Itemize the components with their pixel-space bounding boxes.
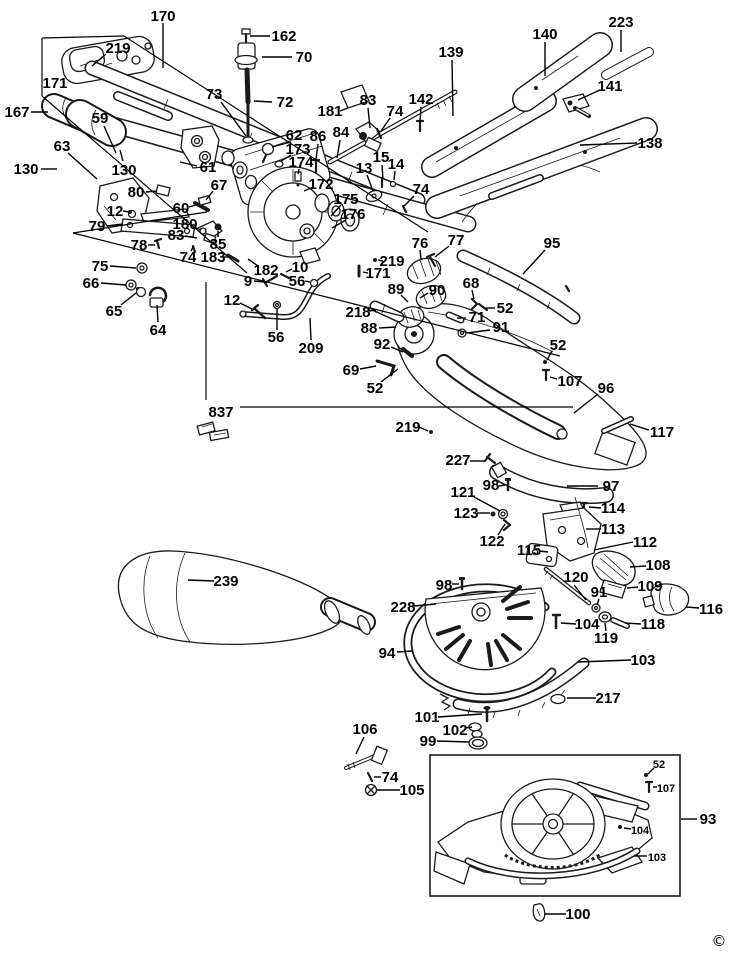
part-label-91: 91 [590, 584, 608, 601]
leader-line-66 [101, 283, 126, 285]
part-label-115: 115 [516, 542, 542, 559]
part-label-12: 12 [223, 292, 241, 309]
part-label-56: 56 [267, 329, 285, 346]
part-label-219: 219 [379, 253, 405, 270]
part-label-105: 105 [399, 782, 425, 799]
part-label-15: 15 [372, 149, 390, 166]
part-label-140: 140 [532, 26, 558, 43]
part-label-130: 130 [13, 161, 39, 178]
part-label-75: 75 [91, 258, 109, 275]
part-label-65: 65 [105, 303, 123, 320]
leader-line-101 [438, 714, 482, 717]
part-label-118: 118 [640, 616, 666, 633]
part-label-©: © [711, 932, 727, 950]
part-label-93: 93 [699, 811, 717, 828]
part-label-70: 70 [295, 49, 313, 66]
part-label-74: 74 [179, 249, 197, 266]
part-label-113: 113 [600, 521, 626, 538]
leader-line-209 [310, 318, 311, 340]
part-label-104: 104 [574, 616, 600, 633]
part-label-98: 98 [482, 477, 500, 494]
leader-line-56 [305, 281, 310, 282]
leader-line-239 [188, 580, 214, 581]
leader-line-60 [189, 205, 196, 207]
part-label-176: 176 [340, 206, 366, 223]
part-label-114: 114 [600, 500, 626, 517]
part-label-74: 74 [412, 181, 430, 198]
part-label-104: 104 [630, 825, 650, 837]
part-label-92: 92 [373, 336, 391, 353]
part-label-102: 102 [442, 722, 468, 739]
part-label-181: 181 [317, 103, 343, 120]
part-label-139: 139 [438, 44, 464, 61]
leader-line-99 [437, 741, 469, 742]
leader-line-63 [68, 153, 97, 179]
part-label-174: 174 [288, 154, 314, 171]
part-label-106: 106 [352, 721, 378, 738]
leader-line-98 [499, 485, 505, 486]
part-label-94: 94 [378, 645, 396, 662]
part-label-52: 52 [652, 759, 666, 771]
part-label-141: 141 [597, 78, 623, 95]
part-label-122: 122 [479, 533, 505, 550]
part-label-13: 13 [355, 160, 373, 177]
part-label-72: 72 [276, 94, 294, 111]
part-label-9: 9 [243, 273, 253, 290]
fence-rails-drawing [432, 45, 649, 222]
part-label-95: 95 [543, 235, 561, 252]
part-label-76: 76 [411, 235, 429, 252]
part-label-183: 183 [200, 249, 226, 266]
part-label-109: 109 [637, 578, 663, 595]
part-label-68: 68 [462, 275, 480, 292]
detail-boundary-line [42, 36, 124, 38]
leader-line-75 [110, 266, 136, 268]
part-label-52: 52 [366, 380, 384, 397]
leader-line-72 [254, 101, 272, 102]
part-label-130: 130 [111, 162, 137, 179]
part-label-227: 227 [445, 452, 471, 469]
part-label-116: 116 [698, 601, 724, 618]
part-label-103: 103 [647, 852, 667, 864]
part-label-121: 121 [450, 484, 476, 501]
part-label-77: 77 [447, 232, 465, 249]
leader-line-142 [420, 107, 421, 122]
part-label-74: 74 [386, 103, 404, 120]
leader-line-64 [157, 305, 158, 322]
part-label-63: 63 [53, 138, 71, 155]
part-label-117: 117 [649, 424, 675, 441]
part-label-52: 52 [549, 337, 567, 354]
part-label-98: 98 [435, 577, 453, 594]
leader-line-83 [185, 236, 197, 238]
part-label-66: 66 [82, 275, 100, 292]
leader-line-108 [630, 566, 646, 567]
part-label-96: 96 [597, 380, 615, 397]
part-label-223: 223 [608, 14, 634, 31]
part-label-74: 74 [381, 769, 399, 786]
part-label-73: 73 [205, 86, 223, 103]
leader-line-88 [379, 327, 396, 328]
leader-line-130 [120, 150, 123, 161]
part-label-99: 99 [419, 733, 437, 750]
part-label-182: 182 [253, 262, 279, 279]
part-label-107: 107 [557, 373, 583, 390]
leader-line-112 [594, 542, 633, 550]
part-label-112: 112 [632, 534, 658, 551]
part-label-88: 88 [360, 320, 378, 337]
part-label-80: 80 [127, 184, 145, 201]
part-label-83: 83 [167, 227, 185, 244]
part-label-239: 239 [213, 573, 239, 590]
part-label-89: 89 [387, 281, 405, 298]
part-label-837: 837 [208, 404, 234, 421]
leader-line-15 [382, 165, 383, 179]
part-label-120: 120 [563, 569, 589, 586]
leader-line-9 [254, 281, 264, 282]
part-label-103: 103 [630, 652, 656, 669]
leader-line-12 [123, 211, 129, 212]
part-label-97: 97 [602, 478, 620, 495]
part-label-180: 180 [172, 216, 198, 233]
part-label-162: 162 [271, 28, 297, 45]
part-label-119: 119 [593, 630, 619, 647]
part-label-78: 78 [130, 237, 148, 254]
part-label-175: 175 [333, 191, 359, 208]
leader-line-109 [627, 587, 638, 588]
part-label-14: 14 [387, 156, 405, 173]
leader-line-114 [589, 507, 601, 508]
part-label-52: 52 [496, 300, 514, 317]
part-label-12: 12 [106, 203, 124, 220]
part-label-170: 170 [150, 8, 176, 25]
part-label-107: 107 [656, 783, 676, 795]
part-label-79: 79 [88, 218, 106, 235]
leader-line-65 [121, 293, 136, 305]
leader-line-12 [240, 303, 254, 310]
part-label-86: 86 [309, 128, 327, 145]
dust-bag-drawing [118, 551, 372, 644]
part-label-100: 100 [565, 906, 591, 923]
part-label-123: 123 [453, 505, 479, 522]
leader-line-80 [146, 191, 157, 192]
part-label-171: 171 [365, 265, 391, 282]
part-label-61: 61 [199, 159, 217, 176]
part-label-71: 71 [468, 309, 486, 326]
part-label-219: 219 [395, 419, 421, 436]
part-label-60: 60 [172, 200, 190, 217]
leader-line-139 [452, 60, 453, 116]
part-label-62: 62 [285, 127, 303, 144]
part-label-59: 59 [91, 110, 109, 127]
blade-flange-assembly-drawing [408, 577, 584, 718]
part-label-67: 67 [210, 177, 228, 194]
leader-line-52 [381, 369, 398, 382]
part-label-138: 138 [637, 135, 663, 152]
leader-line-69 [360, 366, 376, 369]
part-label-83: 83 [359, 92, 377, 109]
part-label-84: 84 [332, 124, 350, 141]
leader-line-118 [625, 623, 641, 624]
part-label-217: 217 [595, 690, 621, 707]
part-label-172: 172 [308, 176, 334, 193]
part-label-10: 10 [291, 259, 309, 276]
part-label-85: 85 [209, 236, 227, 253]
part-label-173: 173 [285, 141, 311, 158]
part-label-90: 90 [428, 282, 446, 299]
part-label-218: 218 [345, 304, 371, 321]
part-label-171: 171 [42, 75, 68, 92]
part-label-69: 69 [342, 362, 360, 379]
leader-line-116 [686, 607, 699, 608]
part-label-101: 101 [414, 709, 440, 726]
part-label-209: 209 [298, 340, 324, 357]
leader-line-106 [356, 737, 364, 754]
part-label-108: 108 [645, 557, 671, 574]
part-label-91: 91 [492, 319, 510, 336]
part-label-142: 142 [408, 91, 434, 108]
inset-base-assembly-drawing [430, 755, 680, 921]
part-label-167: 167 [4, 104, 30, 121]
part-label-56: 56 [288, 273, 306, 290]
part-label-219: 219 [105, 40, 131, 57]
part-label-64: 64 [149, 322, 167, 339]
part-label-228: 228 [390, 599, 416, 616]
leader-line-95 [523, 250, 545, 274]
leader-line-94 [397, 651, 412, 652]
